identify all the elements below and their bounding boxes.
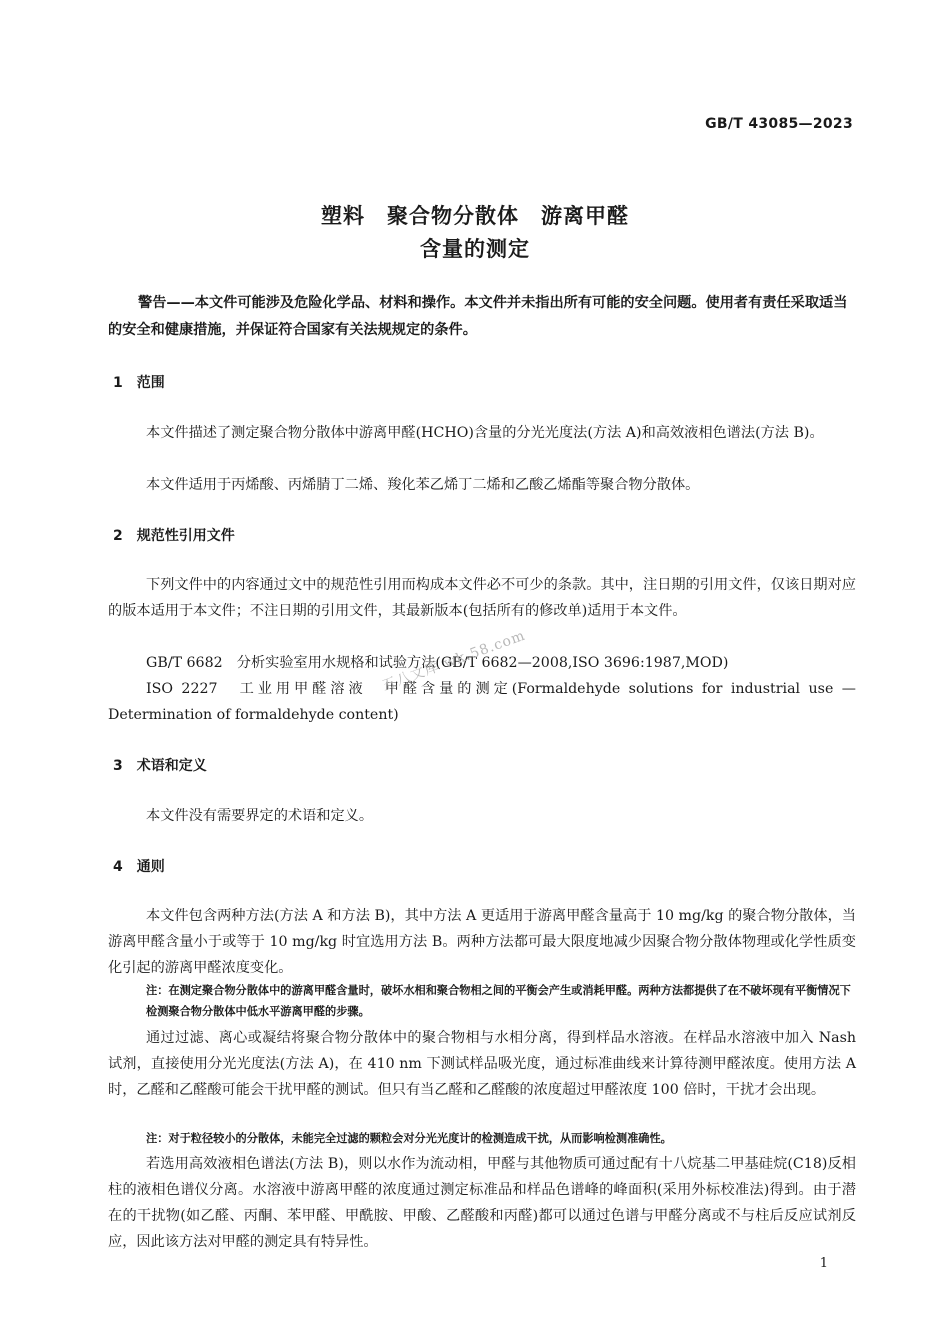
section-1-heading: 1 范围 bbox=[113, 375, 165, 391]
section-3-paragraph-1: 本文件没有需要界定的术语和定义。 bbox=[146, 808, 374, 824]
note-label: 注： bbox=[146, 1132, 169, 1145]
section-4-note-2 bbox=[146, 1128, 858, 1149]
section-1-paragraph-2: 本文件适用于丙烯酸、丙烯腈丁二烯、羧化苯乙烯丁二烯和乙酸乙烯酯等聚合物分散体。 bbox=[146, 477, 700, 493]
section-2-heading: 2 规范性引用文件 bbox=[113, 528, 235, 544]
section-4-paragraph-1: 本文件包含两种方法(方法 A 和方法 B)，其中方法 A 更适用于游离甲醛含量高于 10 mg/kg 的聚合物分散体，当游离甲醛含量小于或等于 10 mg/kg 时宜选用方法 B。两种方法都可最大限度地减少因聚合物分散体物理或化学性质变化引起的游离甲醛浓度变化。 bbox=[108, 908, 856, 976]
section-1-paragraph-1: 本文件描述了测定聚合物分散体中游离甲醛(HCHO)含量的分光光度法(方法 A)和高效液相色谱法(方法 B)。 bbox=[146, 425, 824, 441]
section-3-heading: 3 术语和定义 bbox=[113, 758, 207, 774]
section-4-paragraph-3: 若选用高效液相色谱法(方法 B)，则以水作为流动相，甲醛与其他物质可通过配有十八烷基二甲基硅烷(C18)反相柱的液相色谱仪分离。水溶液中游离甲醛的浓度通过测定标准品和样品色谱峰的峰面积(采用外标校准法)得到。由于潜在的干扰物(如乙醛、丙酮、苯甲醛、甲酰胺、甲酸、乙醛酸和丙醛)都可以通过色谱与甲醛分离或不与柱后反应试剂反应，因此该方法对甲醛的测定具有特异性。 bbox=[108, 1156, 856, 1250]
standard-code: GB/T 43085—2023 bbox=[705, 116, 853, 132]
page-number: 1 bbox=[819, 1256, 828, 1271]
normative-reference-1: GB/T 6682 分析实验室用水规格和试验方法(GB/T 6682—2008,ISO 3696:1987,MOD) bbox=[146, 655, 729, 671]
document-title-line1: 塑料 聚合物分散体 游离甲醛 bbox=[321, 204, 629, 228]
safety-warning: 警告——本文件可能涉及危险化学品、材料和操作。本文件并未指出所有可能的安全问题。使用者有责任采取适当的安全和健康措施，并保证符合国家有关法规规定的条件。 bbox=[108, 295, 848, 338]
note-text: 在测定聚合物分散体中的游离甲醛含量时，破坏水相和聚合物相之间的平衡会产生或消耗甲醛。两种方法都提供了在不破坏现有平衡情况下检测聚合物分散体中低水平游离甲醛的步骤。 bbox=[146, 984, 851, 1018]
section-2-paragraph-1: 下列文件中的内容通过文中的规范性引用而构成本文件必不可少的条款。其中，注日期的引用文件，仅该日期对应的版本适用于本文件；不注日期的引用文件，其最新版本(包括所有的修改单)适用于本文件。 bbox=[108, 577, 856, 619]
note-label: 注： bbox=[146, 984, 169, 997]
normative-reference-2: ISO 2227 工业用甲醛溶液 甲醛含量的测定(Formaldehyde solutions for industrial use — Determination of formaldehyde content) bbox=[108, 681, 856, 723]
section-4-heading: 4 通则 bbox=[113, 859, 165, 875]
note-text: 对于粒径较小的分散体，未能完全过滤的颗粒会对分光光度计的检测造成干扰，从而影响检测准确性。 bbox=[168, 1132, 672, 1145]
section-4-paragraph-2: 通过过滤、离心或凝结将聚合物分散体中的聚合物相与水相分离，得到样品水溶液。在样品水溶液中加入 Nash 试剂，直接使用分光光度法(方法 A)，在 410 nm 下测试样品吸光度，通过标准曲线来计算待测甲醛浓度。使用方法 A 时，乙醛和乙醛酸可能会干扰甲醛的测试。但只有当乙醛和乙醛酸的浓度超过甲醛浓度 100 倍时，干扰才会出现。 bbox=[108, 1030, 856, 1098]
document-title-line2: 含量的测定 bbox=[420, 237, 530, 261]
watermark-text: 五八文库 wk.58.com bbox=[380, 627, 528, 695]
section-4-note-1 bbox=[146, 980, 858, 1022]
